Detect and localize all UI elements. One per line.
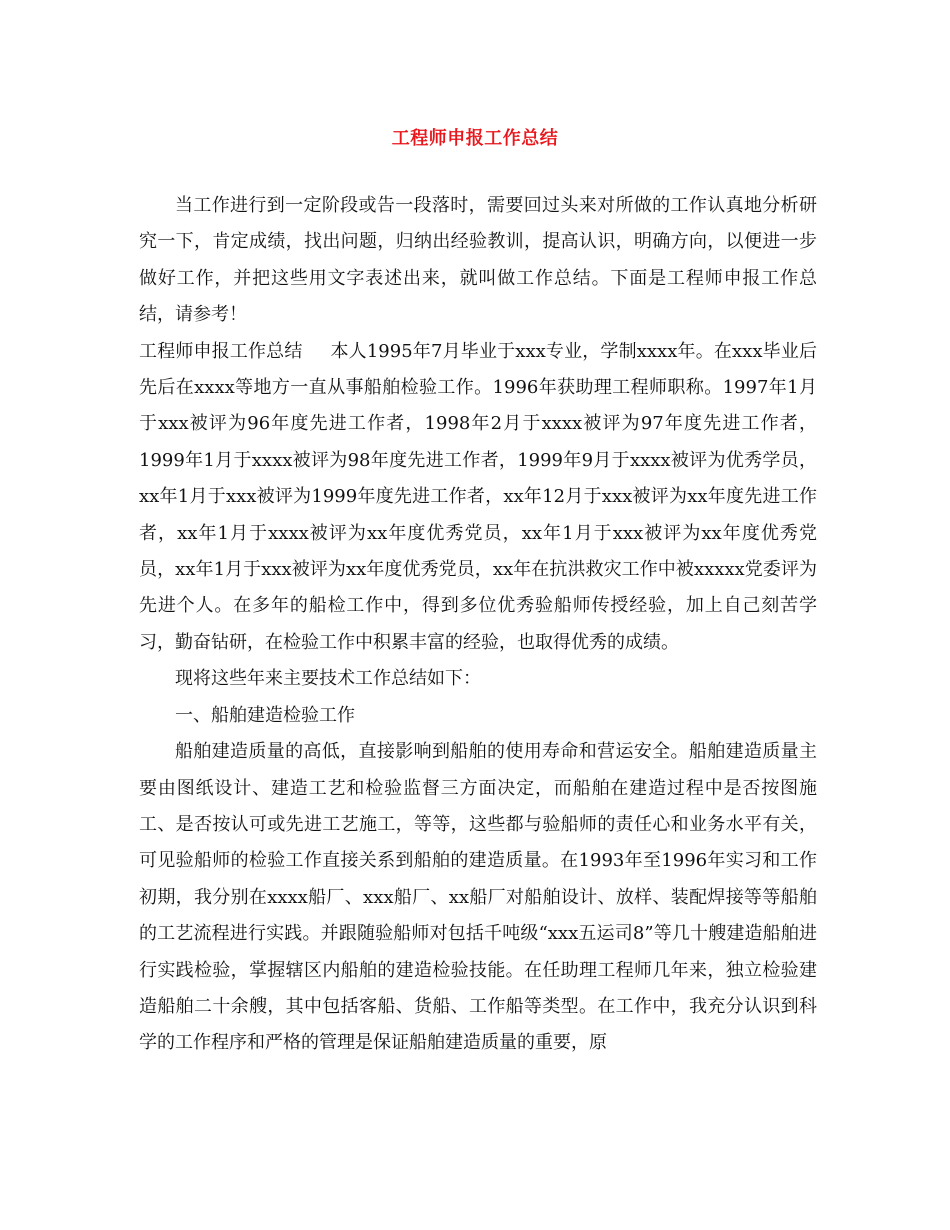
section-one-heading: 一、船舶建造检验工作	[175, 704, 355, 726]
document-body	[139, 188, 817, 1062]
intro-paragraph: 当工作进行到一定阶段或告一段落时，需要回过头来对所做的工作认真地分析研究一下，肯定成绩，找出问题，归纳出经验教训，提高认识，明确方向，以便进一步做好工作，并把这些用文字表述出来，就叫做工作总结。下面是工程师申报工作总结，请参考！	[139, 195, 817, 326]
section-one-paragraph: 船舶建造质量的高低，直接影响到船舶的使用寿命和营运安全。船舶建造质量主要由图纸设计、建造工艺和检验监督三方面决定，而船舶在建造过程中是否按图施工、是否按认可或先进工艺施工，等等，这些都与验船师的责任心和业务水平有关，可见验船师的检验工作直接关系到船舶的建造质量。在1993年至1996年实习和工作初期，我分别在xxxx船厂、xxx船厂、xx船厂对船舶设计、放样、装配焊接等等船舶的工艺流程进行实践。并跟随验船师对包括千吨级“xxx五运司8”等几十艘建造船舶进行实践检验，掌握辖区内船舶的建造检验技能。在任助理工程师几年来，独立检验建造船舶二十余艘，其中包括客船、货船、工作船等类型。在工作中，我充分认识到科学的工作程序和严格的管理是保证船舶建造质量的重要，原	[139, 741, 817, 1054]
transition-paragraph: 现将这些年来主要技术工作总结如下：	[175, 668, 481, 690]
summary-paragraph	[139, 334, 817, 662]
summary-heading: 工程师申报工作总结	[139, 340, 303, 362]
page-title: 工程师申报工作总结	[391, 128, 559, 149]
summary-body: 本人1995年7月毕业于xxx专业，学制xxxx年。在xxx毕业后先后在xxxx等地方一直从事船舶检验工作。1996年获助理工程师职称。1997年1月于xxx被评为96年度先进工作者，1998年2月于xxxx被评为97年度先进工作者，1999年1月于xxxx被评为98年度先进工作者，1999年9月于xxxx被评为优秀学员，xx年1月于xxx被评为1999年度先进工作者，xx年12月于xxx被评为xx年度先进工作者，xx年1月于xxxx被评为xx年度优秀党员，xx年1月于xxx被评为xx年度优秀党员，xx年1月于xxx被评为xx年度优秀党员，xx年在抗洪救灾工作中被xxxxx党委评为先进个人。在多年的船检工作中，得到多位优秀验船师传授经验，加上自己刻苦学习，勤奋钻研，在检验工作中积累丰富的经验，也取得优秀的成绩。	[139, 340, 817, 653]
